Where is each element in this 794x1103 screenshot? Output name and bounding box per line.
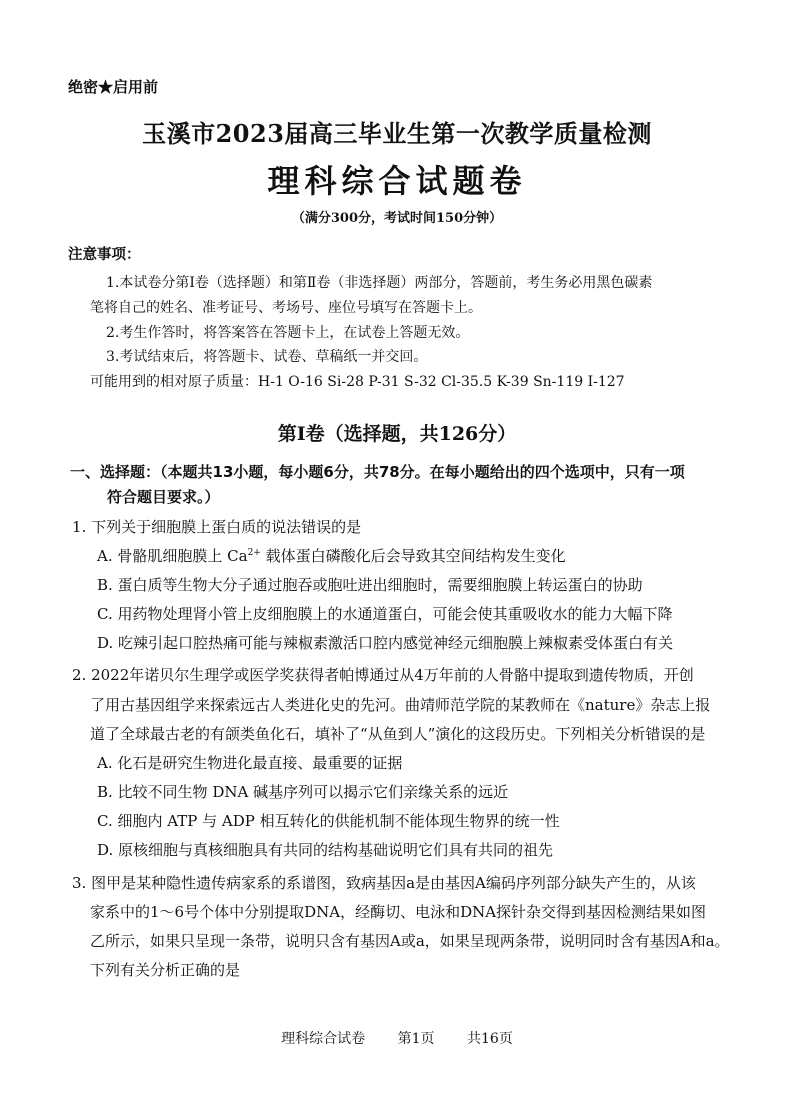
question-2-option-c: C. 细胞内 ATP 与 ADP 相互转化的供能机制不能体现生物界的统一性: [97, 812, 560, 830]
question-2-stem-line1: 2. 2022年诺贝尔生理学或医学奖获得者帕博通过从4万年前的人骨骼中提取到遗传物质，开创: [72, 666, 694, 684]
notice-item-2: 2.考生作答时，将答案答在答题卡上，在试卷上答题无效。: [106, 325, 470, 341]
question-1-option-d: D. 吃辣引起口腔热痛可能与辣椒素激活口腔内感觉神经元细胞膜上辣椒素受体蛋白有关: [97, 634, 674, 652]
question-1-option-a: [97, 545, 566, 566]
question-1-stem: 1. 下列关于细胞膜上蛋白质的说法错误的是: [72, 518, 362, 536]
notice-item-3: 3.考试结束后，将答题卡、试卷、草稿纸一并交回。: [106, 349, 428, 365]
option-a-text-post: 载体蛋白磷酸化后会导致其空间结构发生变化: [260, 547, 566, 565]
part-instructions-line1: 一、选择题：（本题共13小题，每小题6分，共78分。在每小题给出的四个选项中，只有一项: [70, 463, 685, 481]
confidential-label: 绝密★启用前: [68, 78, 159, 96]
question-3-stem-line1: 3. 图甲是某种隐性遗传病家系的系谱图，致病基因a是由基因A编码序列部分缺失产生的，从该: [72, 874, 696, 892]
exam-score-time: （满分300分，考试时间150分钟）: [291, 211, 503, 226]
question-1-option-c: C. 用药物处理肾小管上皮细胞膜上的水通道蛋白，可能会使其重吸收水的能力大幅下降: [97, 605, 673, 623]
footer-total-pages: 共16页: [467, 1031, 513, 1047]
notice-heading: 注意事项：: [68, 246, 141, 263]
question-3-stem-line2: 家系中的1～6号个体中分别提取DNA，经酶切、电泳和DNA探针杂交得到基因检测结果如图: [90, 903, 707, 921]
question-1-option-b: B. 蛋白质等生物大分子通过胞吞或胞吐进出细胞时，需要细胞膜上转运蛋白的协助: [97, 576, 643, 594]
part-instructions-line2: 符合题目要求。）: [107, 488, 220, 506]
question-2-option-d: D. 原核细胞与真核细胞具有共同的结构基础说明它们具有共同的祖先: [97, 841, 554, 859]
question-3-stem-line4: 下列有关分析正确的是: [90, 961, 241, 979]
question-2-option-b: B. 比较不同生物 DNA 碱基序列可以揭示它们亲缘关系的远近: [97, 783, 509, 801]
notice-item-1b: 笔将自己的姓名、准考证号、考场号、座位号填写在答题卡上。: [90, 300, 482, 316]
footer-page-number: 第1页: [397, 1031, 435, 1047]
paper-title: 理科综合试题卷: [267, 162, 527, 200]
exam-title: 玉溪市2023届高三毕业生第一次教学质量检测: [142, 119, 652, 148]
footer-paper-name: 理科综合试卷: [281, 1031, 366, 1047]
question-2-option-a: A. 化石是研究生物进化最直接、最重要的证据: [97, 754, 403, 772]
page-footer: [0, 1028, 794, 1048]
question-2-stem-line3: 道了全球最古老的有颌类鱼化石，填补了“从鱼到人”演化的这段历史。下列相关分析错误的是: [90, 725, 706, 743]
question-2-stem-line2: 了用古基因组学来探索远古人类进化史的先河。曲靖师范学院的某教师在《nature》杂志上报: [90, 696, 711, 714]
option-a-text-pre: A. 骨骼肌细胞膜上 Ca: [97, 547, 248, 565]
notice-item-1a: 1.本试卷分第Ⅰ卷（选择题）和第Ⅱ卷（非选择题）两部分，答题前，考生务必用黑色碳素: [106, 275, 653, 291]
calcium-charge: 2+: [247, 548, 261, 558]
question-3-stem-line3: 乙所示，如果只呈现一条带，说明只含有基因A或a，如果呈现两条带，说明同时含有基因A和a。: [90, 932, 730, 950]
atomic-masses: 可能用到的相对原子质量：H-1 O-16 Si-28 P-31 S-32 Cl-35.5 K-39 Sn-119 I-127: [90, 374, 625, 390]
section-title: 第Ⅰ卷（选择题，共126分）: [277, 423, 517, 445]
